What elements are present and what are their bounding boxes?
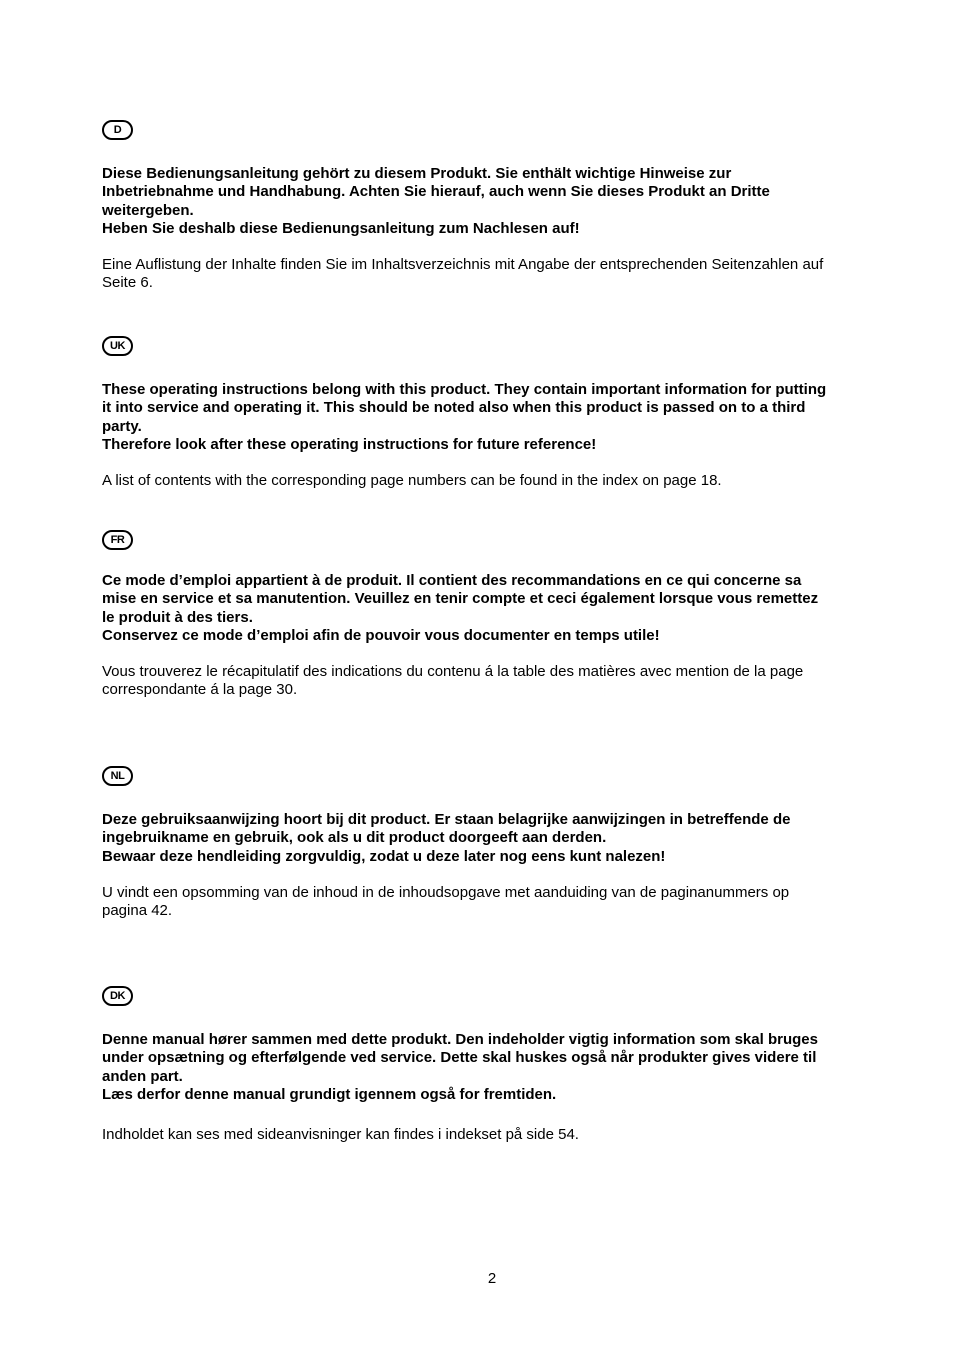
text-line: pagina 42. <box>102 902 173 920</box>
bold-line: mise en service et sa manutention. Veuillez en tenir compte et ceci également lorsque vous remettez <box>102 590 819 608</box>
language-badge-dk: DK <box>102 986 133 1006</box>
text-line: Indholdet kan ses med sideanvisninger kan findes i indekset på side 54. <box>102 1126 579 1144</box>
bold-line: anden part. <box>102 1067 183 1085</box>
text-line: Vous trouverez le récapitulatif des indications du contenu á la table des matières avec mention de la page <box>102 663 804 681</box>
bold-line: under opsætning og efterfølgende ved service. Dette skal huskes også når produkter gives videre til <box>102 1049 817 1067</box>
bold-line: Diese Bedienungsanleitung gehört zu diesem Produkt. Sie enthält wichtige Hinweise zur <box>102 165 732 182</box>
text-line: U vindt een opsomming van de inhoud in de inhoudsopgave met aanduiding van de paginanummers op <box>102 883 790 901</box>
bold-line: Heben Sie deshalb diese Bedienungsanleitung zum Nachlesen auf! <box>102 219 580 237</box>
bold-line: Conservez ce mode d’emploi afin de pouvoir vous documenter en temps utile! <box>102 626 660 644</box>
section-d <box>102 165 892 293</box>
bold-line: Bewaar deze hendleiding zorgvuldig, zodat u deze later nog eens kunt nalezen! <box>102 847 666 865</box>
text-line: Seite 6. <box>102 274 153 292</box>
bold-line: it into service and operating it. This should be noted also when this product is passed on to a third <box>102 399 806 417</box>
text-line: correspondante á la page 30. <box>102 681 298 699</box>
bold-line: Læs derfor denne manual grundigt igennem også for fremtiden. <box>102 1085 557 1103</box>
section-uk <box>102 381 892 490</box>
text-line: A list of contents with the corresponding page numbers can be found in the index on page 18. <box>102 472 722 490</box>
bold-line: Inbetriebnahme und Handhabung. Achten Sie hierauf, auch wenn Sie dieses Produkt an Dritte <box>102 183 770 201</box>
bold-line: Ce mode d’emploi appartient à de produit. Il contient des recommandations en ce qui concerne sa <box>102 572 802 589</box>
bold-line: weitergeben. <box>102 201 194 219</box>
section-fr <box>102 572 892 700</box>
language-badge-fr: FR <box>102 530 133 550</box>
language-badge-uk: UK <box>102 336 133 356</box>
language-badge-nl: NL <box>102 766 133 786</box>
bold-line: Denne manual hører sammen med dette produkt. Den indeholder vigtig information som skal bruges <box>102 1031 818 1048</box>
bold-line: Deze gebruiksaanwijzing hoort bij dit product. Er staan belagrijke aanwijzingen in betreffende de <box>102 811 791 828</box>
bold-line: Therefore look after these operating instructions for future reference! <box>102 435 597 453</box>
text-line: Eine Auflistung der Inhalte finden Sie im Inhaltsverzeichnis mit Angabe der entsprechenden Seitenzahlen auf <box>102 256 824 274</box>
language-badge-d: D <box>102 120 133 140</box>
bold-line: le produit à des tiers. <box>102 608 253 626</box>
section-nl <box>102 811 892 920</box>
page-number: 2 <box>487 1270 497 1287</box>
bold-line: ingebruikname en gebruik, ook als u dit product doorgeeft aan derden. <box>102 829 607 847</box>
bold-line: party. <box>102 417 142 435</box>
bold-line: These operating instructions belong with this product. They contain important information for putting <box>102 381 827 398</box>
section-dk <box>102 1031 892 1144</box>
